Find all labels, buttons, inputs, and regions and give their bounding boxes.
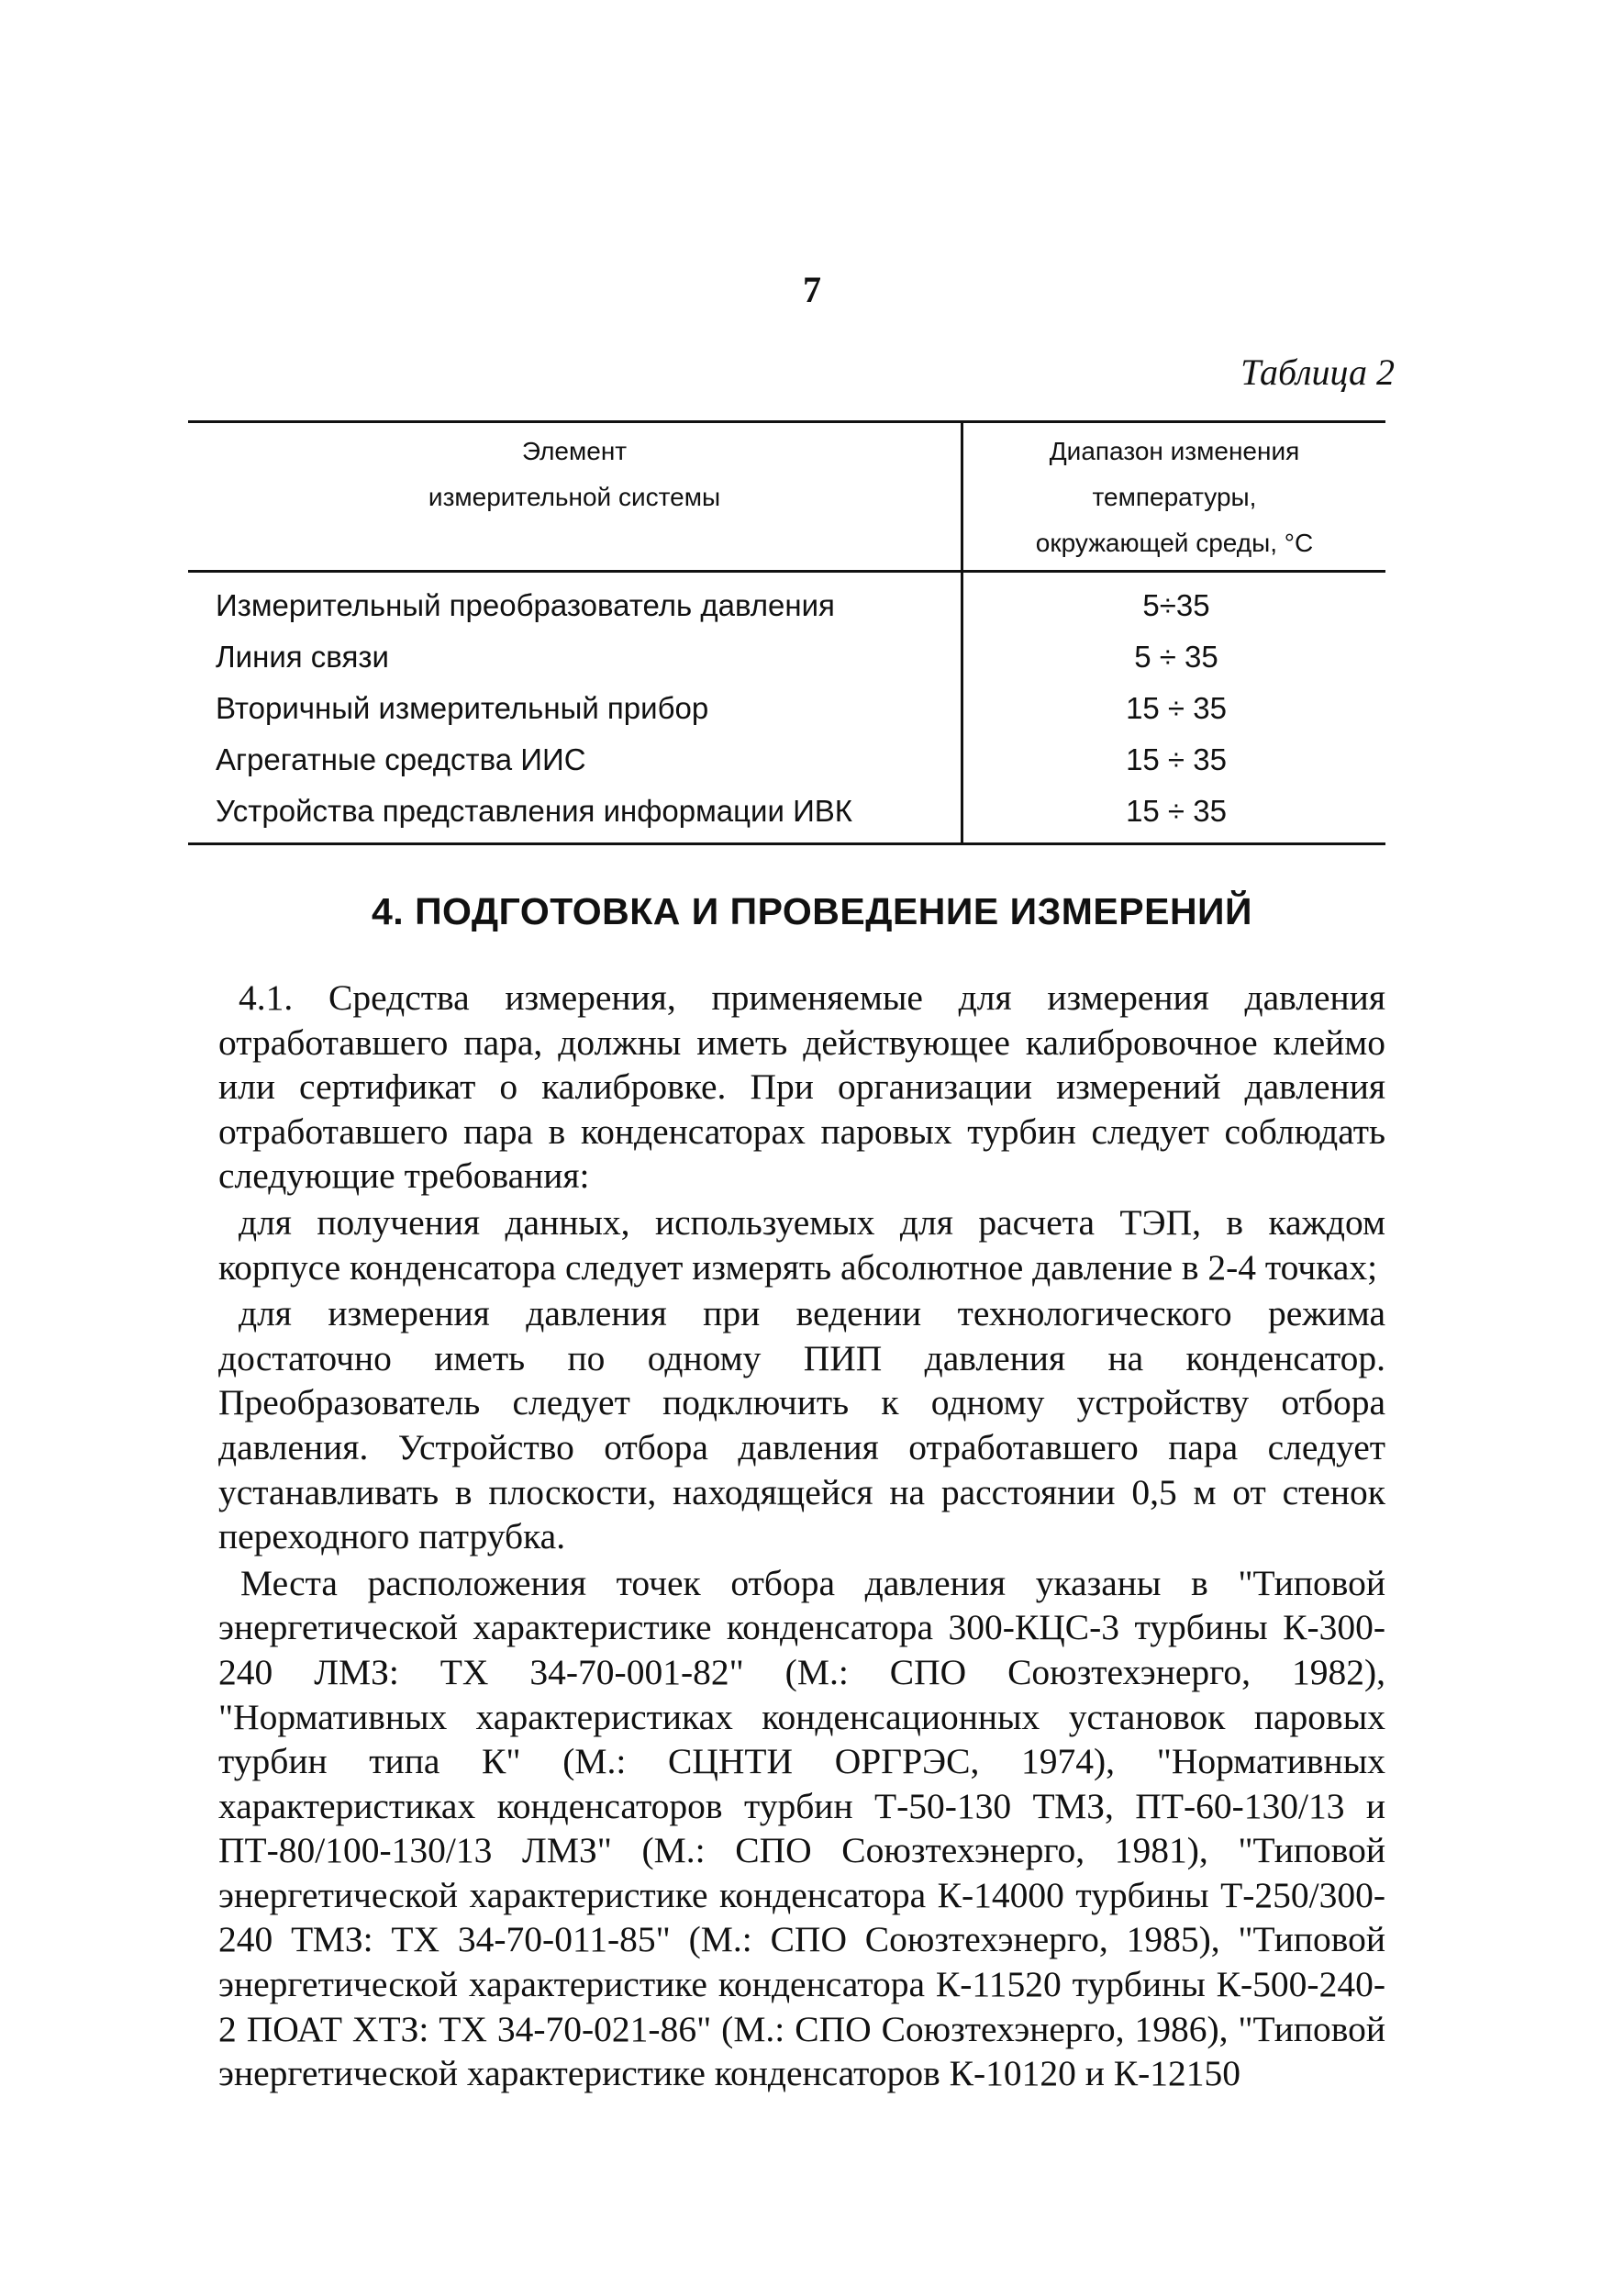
table-caption: Таблица 2 [1240, 351, 1395, 393]
header-range-line1: Диапазон изменения [1049, 437, 1300, 465]
header-element-line2: измерительной системы [428, 483, 721, 511]
temperature-range-table [188, 420, 1385, 845]
paragraph-4-1: 4.1. Средства измерения, применяемые для измерения давления отработавшего пара, должны иметь действующее калибровочное клеймо или сертификат о калибровке. При организации измерений давления отработавшего пара в конденсаторах паровых турбин следует соблюдать следующие требования: [218, 977, 1385, 1197]
table-row [188, 683, 1385, 734]
row-range: 15 ÷ 35 [962, 786, 1386, 844]
table-row [188, 786, 1385, 844]
row-element: Линия связи [188, 631, 962, 683]
table-row [188, 734, 1385, 786]
section-body [218, 976, 1385, 2098]
section-heading: 4. ПОДГОТОВКА И ПРОВЕДЕНИЕ ИЗМЕРЕНИЙ [372, 890, 1252, 932]
header-element-line1: Элемент [521, 437, 628, 465]
header-range-line3: окружающей среды, °С [1035, 529, 1314, 557]
header-element [188, 422, 962, 572]
row-range: 15 ÷ 35 [1126, 691, 1227, 725]
row-element: Агрегатные средства ИИС [188, 734, 962, 786]
header-range-line2: температуры, [1092, 483, 1257, 511]
paragraph-requirement-1: для получения данных, используемых для расчета ТЭП, в каждом корпусе конденсатора следует измерять абсолютное давление в 2-4 точках; [218, 1201, 1385, 1288]
row-range: 5 ÷ 35 [1134, 640, 1218, 674]
row-range: 15 ÷ 35 [1126, 742, 1227, 776]
table-row [188, 631, 1385, 683]
table-row [188, 572, 1385, 632]
paragraph-requirement-2: для измерения давления при ведении технологического режима достаточно иметь по одному ПИП давления на конденсатор. Преобразователь следует подключить к одному устройству отбора давления. Устройство отбора давления отработавшего пара следует устанавливать в плоскости, находящейся на расстоянии 0,5 м от стенок переходного патрубка. [218, 1293, 1385, 1557]
row-element: Измерительный преобразователь давления [188, 572, 962, 632]
header-temperature-range [962, 422, 1386, 572]
row-range: 5÷35 [1142, 588, 1210, 622]
page-number: 7 [803, 269, 821, 310]
row-element: Вторичный измерительный прибор [188, 683, 962, 734]
row-element: Устройства представления информации ИВК [188, 786, 962, 844]
table-header-row [188, 422, 1385, 572]
paragraph-references: Места расположения точек отбора давления указаны в "Типовой энергетической характеристике конденсатора 300-КЦС-3 турбины К-300-240 ЛМЗ: ТХ 34-70-001-82" (М.: СПО Союзтехэнерго, 1982), "Нормативных характеристиках конденсационных установок паровых турбин типа К" (М.: СЦНТИ ОРГРЭС, 1974), "Нормативных характеристиках конденсаторов турбин Т-50-130 ТМЗ, ПТ-60-130/13 и ПТ-80/100-130/13 ЛМЗ" (М.: СПО Союзтехэнерго, 1981), "Типовой энергетической характеристике конденсатора К-14000 турбины Т-250/300-240 ТМЗ: ТХ 34-70-011-85" (М.: СПО Союзтехэнерго, 1985), "Типовой энергетической характеристике конденсатора К-11520 турбины К-500-240-2 ПОАТ ХТЗ: ТХ 34-70-021-86" (М.: СПО Союзтехэнерго, 1986), "Типовой энергетической характеристике конденсаторов К-10120 и К-12150 [218, 1562, 1385, 2094]
